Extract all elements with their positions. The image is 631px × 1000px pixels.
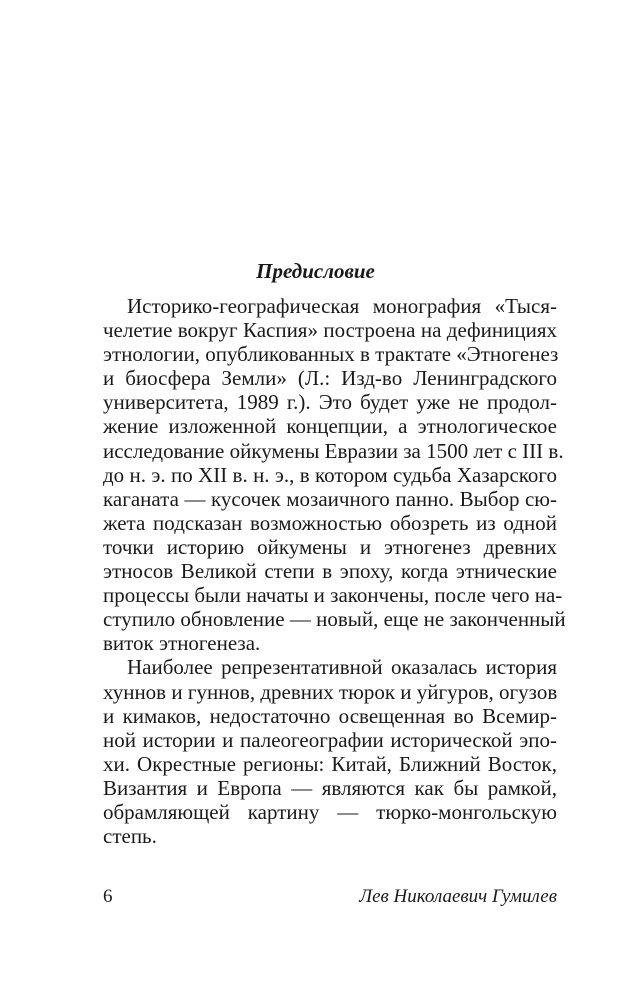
text-line: челетие вокруг Каспия» построена на дефинициях <box>103 318 557 343</box>
paragraph-2 <box>103 655 557 848</box>
text-line: и кимаков, недостаточно освещенная во Всемир- <box>103 703 557 728</box>
text-line: виток этногенеза. <box>103 631 261 656</box>
text-line: обрамляющей картину — тюрко-монгольскую <box>103 799 557 824</box>
text-line: до н. э. по XII в. н. э., в котором судьба Хазарского <box>103 462 557 487</box>
text-line: Историко-географическая монография «Тыся- <box>127 294 557 318</box>
page-footer <box>103 884 557 910</box>
text-line: и биосфера Земли» (Л.: Изд-во Ленинградского <box>103 366 557 391</box>
text-line: хи. Окрестные регионы: Китай, Ближний Восток, <box>103 751 557 776</box>
text-line: степь. <box>103 824 157 849</box>
page-number: 6 <box>103 886 113 907</box>
text-line: жета подсказан возможностью обозреть из одной <box>103 510 557 535</box>
text-line: ной истории и палеогеографии исторической эпо- <box>103 727 557 752</box>
paragraph-1 <box>103 294 566 656</box>
text-line: университета, 1989 г.). Это будет уже не продол- <box>103 390 557 415</box>
text-line: этносов Великой степи в эпоху, когда этнические <box>103 559 557 584</box>
text-line: исследование ойкумены Евразии за 1500 лет с III в. <box>103 438 564 463</box>
text-line: каганата — кусочек мозаичного панно. Выбор сю- <box>103 486 557 511</box>
text-line: процессы были начаты и закончены, после чего на- <box>103 583 563 608</box>
text-line: этнологии, опубликованных в трактате «Этногенез <box>103 342 559 367</box>
chapter-title: Предисловие <box>256 259 375 283</box>
text-line: ступило обновление — новый, еще не законченный <box>103 607 566 632</box>
body-text <box>103 294 566 849</box>
running-author: Лев Николаевич Гумилев <box>359 886 557 907</box>
text-line: Византия и Европа — являются как бы рамкой, <box>103 775 557 800</box>
text-line: Наиболее репрезентативной оказалась история <box>127 655 557 680</box>
text-line: жение изложенной концепции, а этнологическое <box>103 414 557 439</box>
text-line: хуннов и гуннов, древних тюрок и уйгуров, огузов <box>103 679 558 704</box>
text-line: точки историю ойкумены и этногенез древних <box>103 534 557 559</box>
